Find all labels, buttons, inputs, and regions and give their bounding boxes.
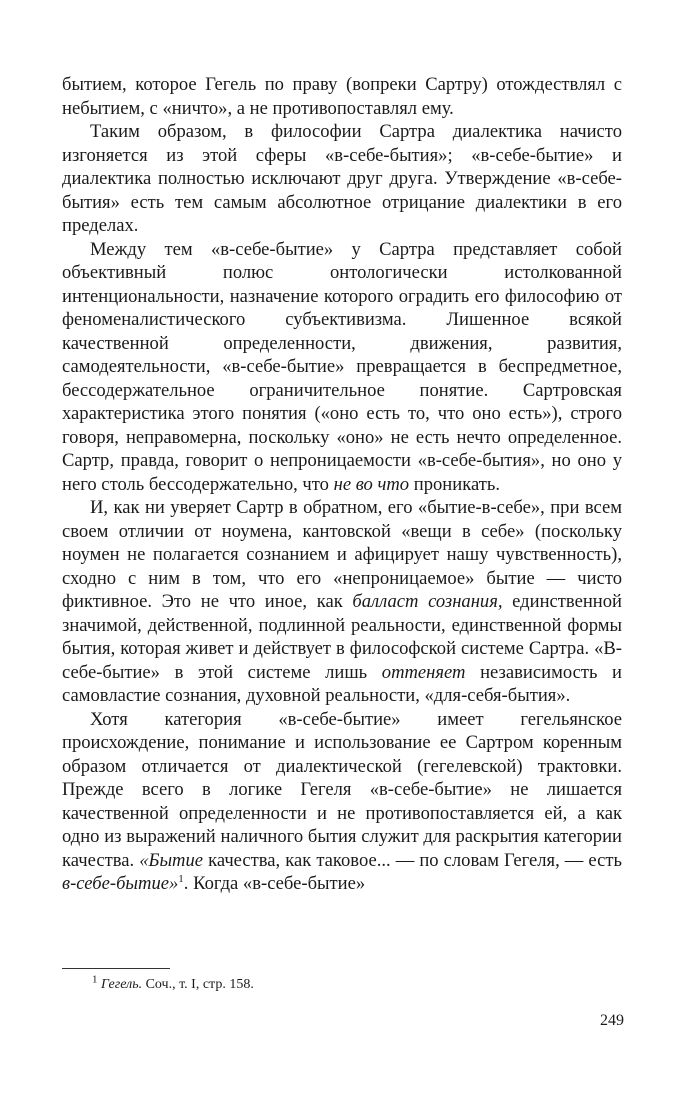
page-body: [62, 73, 622, 896]
text-run: качества, как таковое... — по словам Гегеля, — есть: [203, 849, 622, 871]
text-run: единственной значимой, действенной, подлинной реальности, единственной формы бытия, которая живет и действует в философской системе Сартра. «В-себе-бытие» в этой системе лишь: [62, 591, 622, 683]
footnote-marker: 1: [92, 973, 98, 986]
emphasis-text: не во что: [333, 473, 410, 495]
footnote-reference: Соч., т. I, стр. 158.: [145, 977, 254, 992]
emphasis-text: «Бытие: [139, 849, 204, 871]
emphasis-text: балласт сознания,: [352, 591, 503, 612]
text-run: Между тем «в-себе-бытие» у Сартра представляет собой объективный полюс онтологически истолкованной интенциональности, назначение которого оградить его философию от феноменалистического субъективизма. Лишенное всякой качественной определенности, движения, развития, самодеятельности, «в-себе-бытие» превращается в беспредметное, бессодержательное ограничительное понятие. Сартровская характеристика этого понятия («оно есть то, что оно есть»), строго говоря, неправомерна, поскольку «оно» не есть нечто определенное. Сартр, правда, говорит о непроницаемости «в-себе-бытия», но оно у него столь бессодержательно, что: [62, 238, 622, 495]
footnote-author: Гегель.: [101, 977, 143, 992]
text-run: проникать.: [409, 473, 500, 495]
text-run: бытием, которое Гегель по праву (вопреки Сартру) отождествлял с небытием, с «ничто», а не противопоставлял ему.: [62, 74, 622, 119]
text-run: независимость и самовластие сознания, духовной реальности, «для-себя-бытия».: [62, 661, 623, 706]
page-number: 249: [600, 1012, 624, 1029]
emphasis-text: оттеняет: [381, 661, 466, 683]
emphasis-text: в-себе-бытие»: [62, 873, 179, 894]
text-run: И, как ни уверяет Сартр в обратном, его «бытие-в-себе», при всем своем отличии от ноумена, кантовской «вещи в себе» (поскольку ноумен не полагается сознанием и афицирует нашу чувственность), сходно с ним в том, что его «непроницаемое» бытие — чисто фиктивное. Это не что иное, как: [62, 497, 622, 612]
text-run: Таким образом, в философии Сартра диалектика начисто изгоняется из этой сферы «в-себе-бытия»; «в-себе-бытие» и диалектика полностью исключают друг друга. Утверждение «в-себе-бытия» есть тем самым абсолютное отрицание диалектики в его пределах.: [62, 121, 622, 236]
footnote-ref-marker: 1: [178, 872, 184, 885]
main-text: [62, 73, 622, 896]
text-run: Хотя категория «в-себе-бытие» имеет гегельянское происхождение, понимание и использование ее Сартром коренным образом отличается от диалектической (гегелевской) трактовки. Прежде всего в логике Гегеля «в-себе-бытие» не лишается качественной определенности и не противопоставляется ей, а как одно из выражений наличного бытия служит для раскрытия категории качества.: [62, 708, 622, 871]
footnote: [92, 973, 254, 994]
paragraph: [62, 708, 622, 896]
paragraph: [62, 238, 622, 497]
paragraph: [62, 73, 622, 120]
paragraph: [62, 120, 622, 238]
text-run: . Когда «в-себе-бытие»: [183, 873, 366, 894]
paragraph: [62, 496, 622, 708]
footnote-divider: [62, 968, 170, 969]
